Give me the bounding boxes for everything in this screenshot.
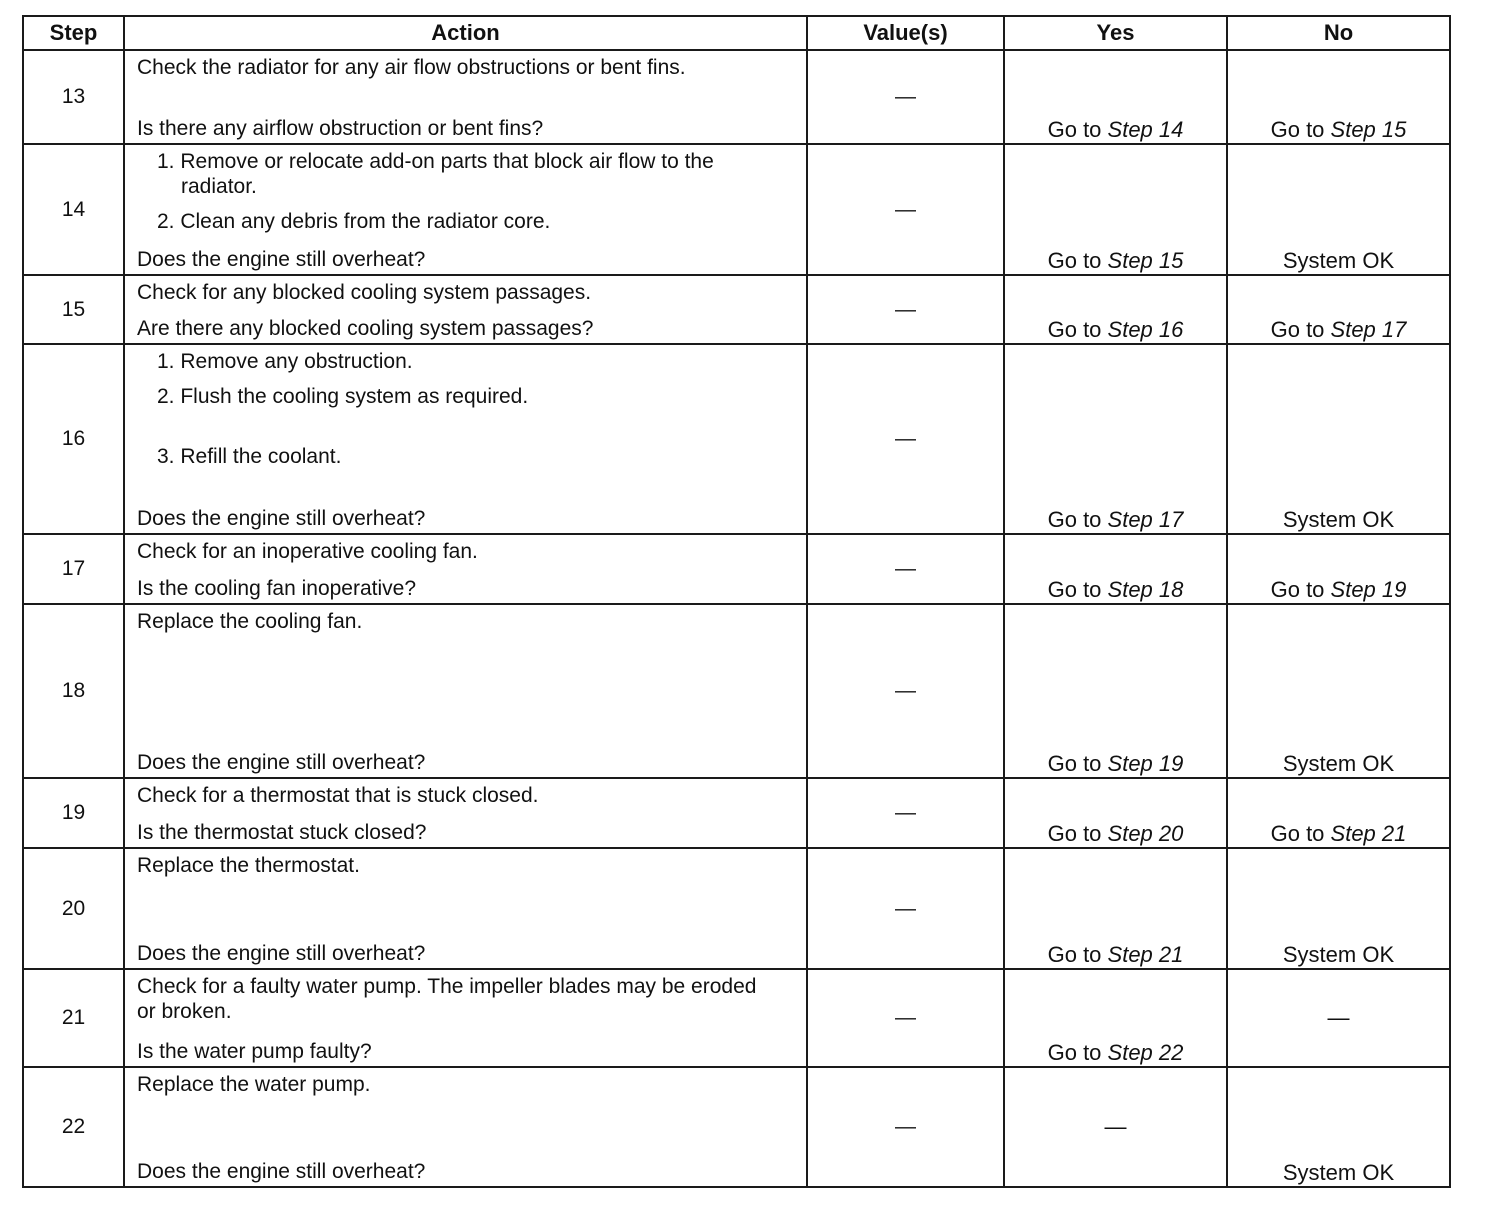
- step-number: 17: [23, 534, 124, 604]
- value-cell: —: [807, 778, 1004, 848]
- value-cell: —: [807, 1067, 1004, 1187]
- action-cell: [124, 344, 807, 534]
- yes-prefix: Go to: [1047, 942, 1108, 967]
- no-cell: System OK: [1227, 1067, 1450, 1187]
- no-cell: [1227, 534, 1450, 604]
- yes-prefix: Go to: [1047, 577, 1108, 602]
- action-cell: [124, 848, 807, 969]
- yes-cell: [1004, 778, 1227, 848]
- no-cell: [1227, 778, 1450, 848]
- action-list-item: 1. Remove any obstruction.: [157, 350, 413, 373]
- action-text: Check the radiator for any air flow obstructions or bent fins.: [137, 56, 686, 79]
- yes-step-link[interactable]: Step 16: [1107, 317, 1184, 342]
- no-prefix: Go to: [1270, 117, 1331, 142]
- action-question: Is the water pump faulty?: [137, 1040, 372, 1063]
- action-cell: [124, 1067, 807, 1187]
- action-question: Does the engine still overheat?: [137, 1160, 426, 1183]
- action-question: Is the cooling fan inoperative?: [137, 577, 417, 600]
- no-step-link[interactable]: Step 15: [1330, 117, 1407, 142]
- action-cell: [124, 969, 807, 1067]
- no-cell: System OK: [1227, 144, 1450, 275]
- action-cell: [124, 275, 807, 344]
- step-number: 16: [23, 344, 124, 534]
- table-row: [23, 144, 1450, 275]
- table-row: [23, 275, 1450, 344]
- yes-step-link[interactable]: Step 15: [1107, 248, 1184, 273]
- yes-cell: [1004, 50, 1227, 144]
- yes-step-link[interactable]: Step 14: [1107, 117, 1184, 142]
- yes-prefix: Go to: [1047, 248, 1108, 273]
- yes-cell: [1004, 344, 1227, 534]
- action-list-item: 1. Remove or relocate add-on parts that block air flow to the radiator.: [157, 150, 714, 198]
- action-cell: [124, 604, 807, 778]
- yes-prefix: Go to: [1047, 117, 1108, 142]
- no-prefix: Go to: [1270, 821, 1331, 846]
- header-action: Action: [124, 16, 807, 50]
- yes-cell: [1004, 534, 1227, 604]
- action-question: Does the engine still overheat?: [137, 751, 426, 774]
- value-cell: —: [807, 275, 1004, 344]
- table-row: [23, 848, 1450, 969]
- action-question: Does the engine still overheat?: [137, 507, 426, 530]
- step-number: 20: [23, 848, 124, 969]
- no-step-link[interactable]: Step 17: [1330, 317, 1407, 342]
- header-values: Value(s): [807, 16, 1004, 50]
- action-list-item: 2. Clean any debris from the radiator core.: [157, 210, 551, 233]
- header-no: No: [1227, 16, 1450, 50]
- yes-prefix: Go to: [1047, 507, 1108, 532]
- step-number: 18: [23, 604, 124, 778]
- header-row: [23, 16, 1450, 50]
- step-number: 22: [23, 1067, 124, 1187]
- header-step: Step: [23, 16, 124, 50]
- table-row: [23, 969, 1450, 1067]
- action-cell: [124, 144, 807, 275]
- action-cell: [124, 534, 807, 604]
- yes-prefix: Go to: [1047, 1040, 1108, 1065]
- action-text: Replace the water pump.: [137, 1073, 371, 1096]
- value-cell: —: [807, 534, 1004, 604]
- action-list-item: 3. Refill the coolant.: [157, 445, 342, 468]
- yes-step-link[interactable]: Step 19: [1107, 751, 1184, 776]
- no-prefix: Go to: [1270, 577, 1331, 602]
- yes-prefix: Go to: [1047, 317, 1108, 342]
- value-cell: —: [807, 848, 1004, 969]
- yes-step-link[interactable]: Step 17: [1107, 507, 1184, 532]
- action-text: Replace the cooling fan.: [137, 610, 363, 633]
- value-cell: —: [807, 604, 1004, 778]
- no-step-link[interactable]: Step 19: [1330, 577, 1407, 602]
- no-step-link[interactable]: Step 21: [1330, 821, 1407, 846]
- no-cell: [1227, 50, 1450, 144]
- no-cell: System OK: [1227, 604, 1450, 778]
- yes-cell: [1004, 275, 1227, 344]
- step-number: 14: [23, 144, 124, 275]
- action-cell: [124, 778, 807, 848]
- value-cell: —: [807, 144, 1004, 275]
- no-cell: System OK: [1227, 848, 1450, 969]
- table-row: [23, 604, 1450, 778]
- table-row: [23, 534, 1450, 604]
- step-number: 19: [23, 778, 124, 848]
- value-cell: —: [807, 344, 1004, 534]
- action-question: Does the engine still overheat?: [137, 248, 426, 271]
- no-prefix: Go to: [1270, 317, 1331, 342]
- yes-step-link[interactable]: Step 18: [1107, 577, 1184, 602]
- action-text: Check for a thermostat that is stuck closed.: [137, 784, 539, 807]
- table-row: [23, 1067, 1450, 1187]
- no-cell: [1227, 275, 1450, 344]
- table-row: [23, 778, 1450, 848]
- action-text: Check for a faulty water pump. The impeller blades may be eroded or broken.: [137, 975, 757, 1023]
- yes-cell: [1004, 969, 1227, 1067]
- header-yes: Yes: [1004, 16, 1227, 50]
- diagnostic-table: [22, 15, 1451, 1188]
- step-number: 15: [23, 275, 124, 344]
- yes-cell: [1004, 144, 1227, 275]
- action-question: Is there any airflow obstruction or bent fins?: [137, 117, 544, 140]
- yes-step-link[interactable]: Step 21: [1107, 942, 1184, 967]
- action-text: Replace the thermostat.: [137, 854, 360, 877]
- table-row: [23, 50, 1450, 144]
- yes-cell: —: [1004, 1067, 1227, 1187]
- step-number: 21: [23, 969, 124, 1067]
- yes-step-link[interactable]: Step 20: [1107, 821, 1184, 846]
- action-question: Does the engine still overheat?: [137, 942, 426, 965]
- action-question: Is the thermostat stuck closed?: [137, 821, 427, 844]
- no-cell: —: [1227, 969, 1450, 1067]
- value-cell: —: [807, 969, 1004, 1067]
- no-cell: System OK: [1227, 344, 1450, 534]
- yes-prefix: Go to: [1047, 821, 1108, 846]
- yes-prefix: Go to: [1047, 751, 1108, 776]
- value-cell: —: [807, 50, 1004, 144]
- yes-cell: [1004, 848, 1227, 969]
- step-number: 13: [23, 50, 124, 144]
- table-row: [23, 344, 1450, 534]
- yes-step-link[interactable]: Step 22: [1107, 1040, 1184, 1065]
- action-text: Check for any blocked cooling system passages.: [137, 281, 592, 304]
- yes-cell: [1004, 604, 1227, 778]
- action-cell: [124, 50, 807, 144]
- action-list-item: 2. Flush the cooling system as required.: [157, 385, 529, 408]
- action-question: Are there any blocked cooling system passages?: [137, 317, 594, 340]
- action-text: Check for an inoperative cooling fan.: [137, 540, 478, 563]
